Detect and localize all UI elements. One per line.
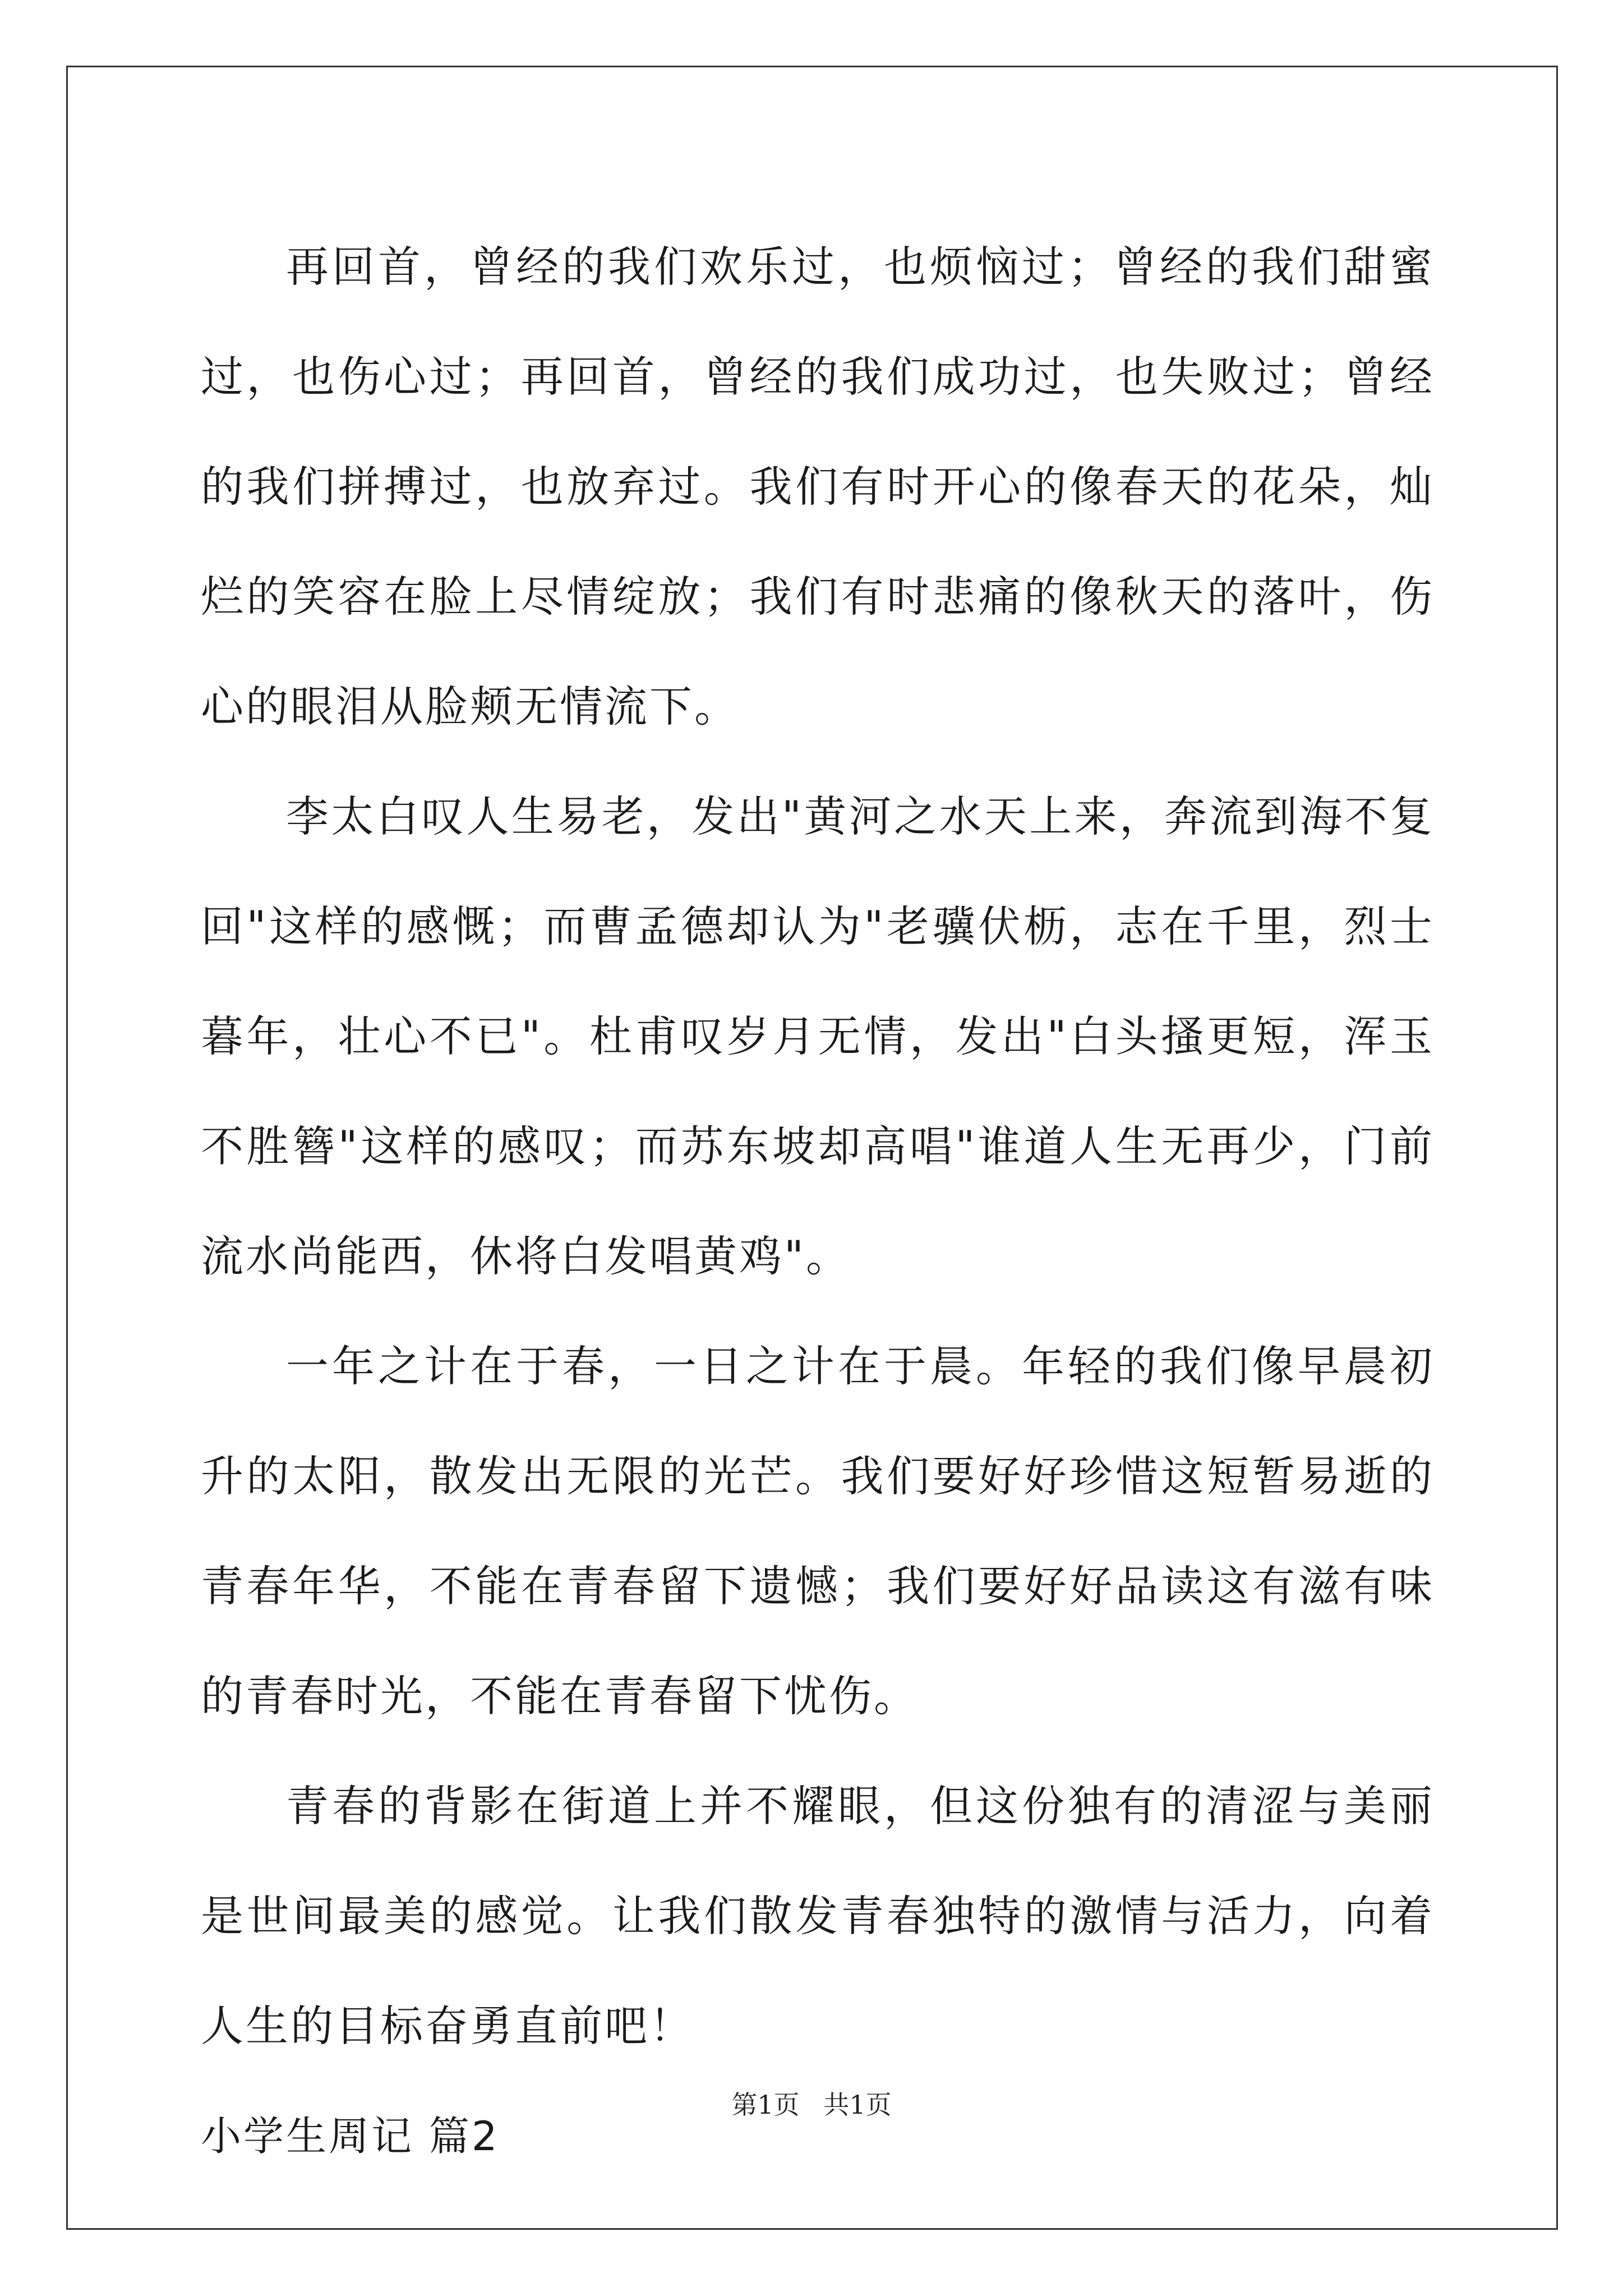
page-total: 共1页 bbox=[823, 2090, 892, 2120]
page-number: 第1页 bbox=[731, 2090, 800, 2120]
paragraph-4: 青春的背影在街道上并不耀眼，但这份独有的清涩与美丽是世间最美的感觉。让我们散发青春独特的激情与活力，向着人生的目标奋勇直前吧！ bbox=[201, 1781, 1435, 2051]
paragraph-2: 李太白叹人生易老，发出"黄河之水天上来，奔流到海不复回"这样的感慨；而曹孟德却认为"老骥伏枥，志在千里，烈士暮年，壮心不已"。杜甫叹岁月无情，发出"白头搔更短，浑玉不胜簪"这样的感叹；而苏东坡却高唱"谁道人生无再少，门前流水尚能西，休将白发唱黄鸡"。 bbox=[201, 792, 1435, 1281]
paragraph-3: 一年之计在于春，一日之计在于晨。年轻的我们像早晨初升的太阳，散发出无限的光芒。我们要好好珍惜这短暂易逝的青春年华，不能在青春留下遗憾；我们要好好品读这有滋有味的青春时光，不能在青春留下忧伤。 bbox=[201, 1341, 1435, 1721]
page-footer bbox=[0, 2088, 1623, 2122]
document-body bbox=[201, 212, 1435, 2191]
paragraph-1: 再回首，曾经的我们欢乐过，也烦恼过；曾经的我们甜蜜过，也伤心过；再回首，曾经的我们成功过，也失败过；曾经的我们拼搏过，也放弃过。我们有时开心的像春天的花朵，灿烂的笑容在脸上尽情绽放；我们有时悲痛的像秋天的落叶，伤心的眼泪从脸颊无情流下。 bbox=[201, 242, 1435, 731]
section-heading: 小学生周记 篇2 bbox=[201, 2113, 500, 2160]
